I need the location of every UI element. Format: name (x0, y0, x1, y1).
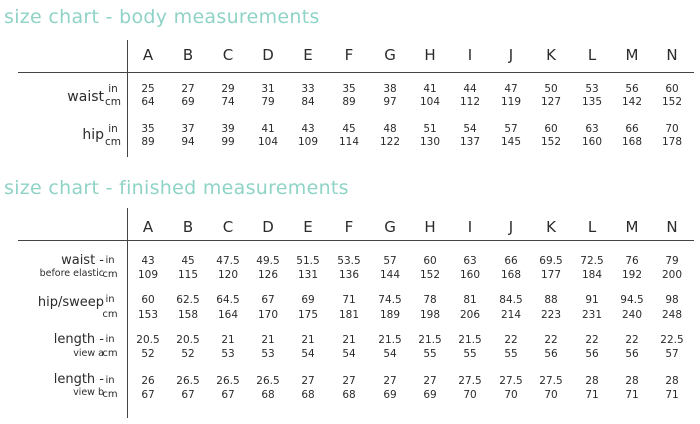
measurement-value: 192 (621, 269, 643, 281)
measurement-label: hip/sweep (37, 295, 104, 310)
measurement-value: 22 (504, 334, 518, 346)
measurement-value: 27 (301, 375, 315, 387)
finished-table-horizontal-rule (18, 240, 694, 241)
measurement-value: 109 (137, 269, 159, 281)
measurement-value: 62.5 (176, 294, 200, 306)
measurement-value: 25 (141, 83, 155, 95)
size-column-header: M (625, 46, 639, 64)
measurement-value: 153 (137, 309, 159, 321)
measurement-value: 91 (585, 294, 599, 306)
measurement-value: 79 (261, 96, 275, 108)
measurement-value: 223 (540, 309, 562, 321)
measurement-value: 60 (141, 294, 155, 306)
measurement-value: 66 (504, 255, 518, 267)
measurement-value: 54 (383, 348, 397, 360)
measurement-value: 53 (585, 83, 599, 95)
unit-label: in (108, 123, 118, 135)
measurement-value: 26 (141, 375, 155, 387)
measurement-value: 68 (301, 389, 315, 401)
measurement-value: 22 (544, 334, 558, 346)
measurement-value: 240 (621, 309, 643, 321)
measurement-value: 60 (423, 255, 437, 267)
measurement-value: 130 (419, 136, 441, 148)
measurement-value: 57 (383, 255, 397, 267)
measurement-value: 21 (221, 334, 235, 346)
measurement-label: waist - (61, 253, 104, 268)
finished-measurements-title: size chart - finished measurements (4, 177, 349, 199)
measurement-value: 69.5 (539, 255, 563, 267)
measurement-value: 135 (581, 96, 603, 108)
measurement-value: 41 (423, 83, 437, 95)
size-column-header: H (424, 46, 436, 64)
measurement-value: 56 (625, 83, 639, 95)
measurement-value: 126 (257, 269, 279, 281)
measurement-value: 69 (181, 96, 195, 108)
body-table-horizontal-rule (18, 72, 694, 73)
size-column-header: D (262, 218, 274, 236)
measurement-value: 55 (423, 348, 437, 360)
measurement-value: 69 (301, 294, 315, 306)
unit-label: cm (104, 96, 121, 108)
measurement-value: 63 (463, 255, 477, 267)
measurement-value: 27 (383, 375, 397, 387)
unit-label: cm (102, 269, 118, 280)
size-column-header: G (384, 46, 396, 64)
measurement-value: 175 (297, 309, 319, 321)
size-column-header: L (587, 46, 597, 64)
measurement-value: 152 (540, 136, 562, 148)
measurement-value: 35 (141, 123, 155, 135)
measurement-value: 178 (661, 136, 683, 148)
measurement-sublabel: before elastic (39, 268, 104, 279)
measurement-value: 99 (221, 136, 235, 148)
size-column-header: E (303, 46, 313, 64)
measurement-value: 51 (423, 123, 437, 135)
measurement-value: 231 (581, 309, 603, 321)
size-column-header: L (587, 218, 597, 236)
measurement-value: 69 (383, 389, 397, 401)
measurement-value: 20.5 (136, 334, 160, 346)
measurement-value: 41 (261, 123, 275, 135)
unit-label: cm (104, 136, 121, 148)
measurement-value: 136 (338, 269, 360, 281)
measurement-value: 55 (463, 348, 477, 360)
unit-label: in (105, 294, 115, 305)
measurement-value: 71 (665, 389, 679, 401)
measurement-value: 28 (585, 375, 599, 387)
measurement-sublabel: view a (73, 348, 104, 359)
unit-label: in (105, 255, 115, 266)
measurement-value: 44 (463, 83, 477, 95)
size-column-header: G (384, 218, 396, 236)
measurement-value: 67 (261, 294, 275, 306)
measurement-value: 21.5 (458, 334, 482, 346)
measurement-label: length - (53, 332, 104, 347)
measurement-value: 20.5 (176, 334, 200, 346)
measurement-value: 39 (221, 123, 235, 135)
measurement-value: 54 (342, 348, 356, 360)
measurement-value: 26.5 (176, 375, 200, 387)
measurement-value: 170 (257, 309, 279, 321)
measurement-value: 52 (181, 348, 195, 360)
measurement-value: 248 (661, 309, 683, 321)
measurement-value: 45 (181, 255, 195, 267)
size-column-header: D (262, 46, 274, 64)
measurement-value: 71 (585, 389, 599, 401)
measurement-value: 63 (585, 123, 599, 135)
measurement-value: 43 (301, 123, 315, 135)
measurement-value: 47.5 (216, 255, 240, 267)
measurement-value: 27 (342, 375, 356, 387)
measurement-value: 28 (665, 375, 679, 387)
measurement-value: 94 (181, 136, 195, 148)
measurement-value: 54 (301, 348, 315, 360)
measurement-value: 66 (625, 123, 639, 135)
size-column-header: N (666, 218, 678, 236)
measurement-value: 112 (459, 96, 481, 108)
measurement-label: waist (67, 89, 104, 105)
size-column-header: C (222, 218, 234, 236)
measurement-value: 55 (504, 348, 518, 360)
measurement-value: 137 (459, 136, 481, 148)
measurement-value: 114 (338, 136, 360, 148)
size-column-header: N (666, 46, 678, 64)
size-column-header: F (344, 218, 354, 236)
unit-label: cm (102, 389, 118, 400)
unit-label: in (105, 375, 115, 386)
measurement-value: 74 (221, 96, 235, 108)
measurement-value: 21 (301, 334, 315, 346)
measurement-value: 160 (459, 269, 481, 281)
measurement-value: 57 (665, 348, 679, 360)
measurement-value: 168 (500, 269, 522, 281)
measurement-value: 52 (141, 348, 155, 360)
measurement-value: 27 (423, 375, 437, 387)
size-column-header: J (508, 46, 514, 64)
measurement-value: 189 (379, 309, 401, 321)
measurement-label: hip (82, 127, 104, 143)
measurement-value: 81 (463, 294, 477, 306)
measurement-value: 21.5 (418, 334, 442, 346)
size-column-header: F (344, 46, 354, 64)
body-table-vertical-rule (127, 40, 128, 157)
measurement-value: 181 (338, 309, 360, 321)
size-column-header: C (222, 46, 234, 64)
measurement-value: 115 (177, 269, 199, 281)
measurement-value: 38 (383, 83, 397, 95)
measurement-value: 206 (459, 309, 481, 321)
measurement-value: 152 (419, 269, 441, 281)
measurement-value: 56 (544, 348, 558, 360)
measurement-value: 168 (621, 136, 643, 148)
measurement-value: 145 (500, 136, 522, 148)
measurement-value: 56 (625, 348, 639, 360)
measurement-value: 200 (661, 269, 683, 281)
measurement-value: 56 (585, 348, 599, 360)
measurement-value: 109 (297, 136, 319, 148)
measurement-value: 27.5 (539, 375, 563, 387)
measurement-value: 104 (419, 96, 441, 108)
measurement-value: 71 (342, 294, 356, 306)
size-column-header: K (546, 46, 556, 64)
size-column-header: H (424, 218, 436, 236)
measurement-value: 28 (625, 375, 639, 387)
size-column-header: A (142, 218, 154, 236)
measurement-value: 98 (665, 294, 679, 306)
measurement-value: 97 (383, 96, 397, 108)
measurement-value: 71 (625, 389, 639, 401)
size-column-header: I (467, 218, 473, 236)
measurement-value: 37 (181, 123, 195, 135)
measurement-value: 131 (297, 269, 319, 281)
measurement-value: 164 (217, 309, 239, 321)
measurement-value: 53 (261, 348, 275, 360)
measurement-value: 84 (301, 96, 315, 108)
measurement-value: 160 (581, 136, 603, 148)
measurement-value: 89 (141, 136, 155, 148)
measurement-value: 35 (342, 83, 356, 95)
measurement-value: 22 (585, 334, 599, 346)
size-column-header: M (625, 218, 639, 236)
measurement-value: 70 (463, 389, 477, 401)
measurement-value: 158 (177, 309, 199, 321)
measurement-value: 53 (221, 348, 235, 360)
measurement-value: 144 (379, 269, 401, 281)
measurement-value: 122 (379, 136, 401, 148)
measurement-value: 88 (544, 294, 558, 306)
measurement-value: 177 (540, 269, 562, 281)
measurement-value: 127 (540, 96, 562, 108)
measurement-value: 21 (261, 334, 275, 346)
measurement-value: 214 (500, 309, 522, 321)
measurement-value: 48 (383, 123, 397, 135)
unit-label: in (105, 334, 115, 345)
measurement-value: 21 (342, 334, 356, 346)
measurement-value: 54 (463, 123, 477, 135)
measurement-value: 120 (217, 269, 239, 281)
unit-label: cm (102, 309, 118, 320)
measurement-value: 64.5 (216, 294, 240, 306)
size-column-header: K (546, 218, 556, 236)
measurement-value: 53.5 (337, 255, 361, 267)
measurement-value: 64 (141, 96, 155, 108)
measurement-label: length - (53, 372, 104, 387)
measurement-value: 78 (423, 294, 437, 306)
measurement-value: 31 (261, 83, 275, 95)
measurement-value: 76 (625, 255, 639, 267)
measurement-value: 74.5 (378, 294, 402, 306)
measurement-value: 60 (544, 123, 558, 135)
size-column-header: J (508, 218, 514, 236)
unit-label: in (108, 83, 118, 95)
measurement-value: 27.5 (499, 375, 523, 387)
measurement-value: 43 (141, 255, 155, 267)
size-column-header: A (142, 46, 154, 64)
body-measurements-title: size chart - body measurements (4, 6, 320, 28)
measurement-value: 27 (181, 83, 195, 95)
size-column-header: B (182, 46, 194, 64)
measurement-value: 27.5 (458, 375, 482, 387)
measurement-value: 67 (221, 389, 235, 401)
measurement-value: 89 (342, 96, 356, 108)
measurement-value: 84.5 (499, 294, 523, 306)
measurement-value: 45 (342, 123, 356, 135)
measurement-value: 70 (544, 389, 558, 401)
measurement-value: 94.5 (620, 294, 644, 306)
measurement-value: 26.5 (216, 375, 240, 387)
measurement-value: 198 (419, 309, 441, 321)
measurement-value: 67 (141, 389, 155, 401)
measurement-value: 60 (665, 83, 679, 95)
measurement-value: 72.5 (580, 255, 604, 267)
measurement-value: 69 (423, 389, 437, 401)
measurement-value: 49.5 (256, 255, 280, 267)
measurement-value: 142 (621, 96, 643, 108)
measurement-value: 184 (581, 269, 603, 281)
measurement-value: 152 (661, 96, 683, 108)
measurement-value: 67 (181, 389, 195, 401)
measurement-value: 104 (257, 136, 279, 148)
measurement-value: 33 (301, 83, 315, 95)
unit-label: cm (102, 348, 118, 359)
size-column-header: E (303, 218, 313, 236)
measurement-value: 68 (342, 389, 356, 401)
measurement-value: 50 (544, 83, 558, 95)
size-column-header: B (182, 218, 194, 236)
measurement-value: 22 (625, 334, 639, 346)
measurement-value: 70 (504, 389, 518, 401)
measurement-value: 22.5 (660, 334, 684, 346)
measurement-value: 29 (221, 83, 235, 95)
measurement-value: 21.5 (378, 334, 402, 346)
measurement-value: 68 (261, 389, 275, 401)
measurement-value: 79 (665, 255, 679, 267)
measurement-value: 70 (665, 123, 679, 135)
measurement-value: 26.5 (256, 375, 280, 387)
measurement-value: 51.5 (296, 255, 320, 267)
size-column-header: I (467, 46, 473, 64)
measurement-sublabel: view b (73, 387, 104, 398)
measurement-value: 57 (504, 123, 518, 135)
measurement-value: 47 (504, 83, 518, 95)
measurement-value: 119 (500, 96, 522, 108)
